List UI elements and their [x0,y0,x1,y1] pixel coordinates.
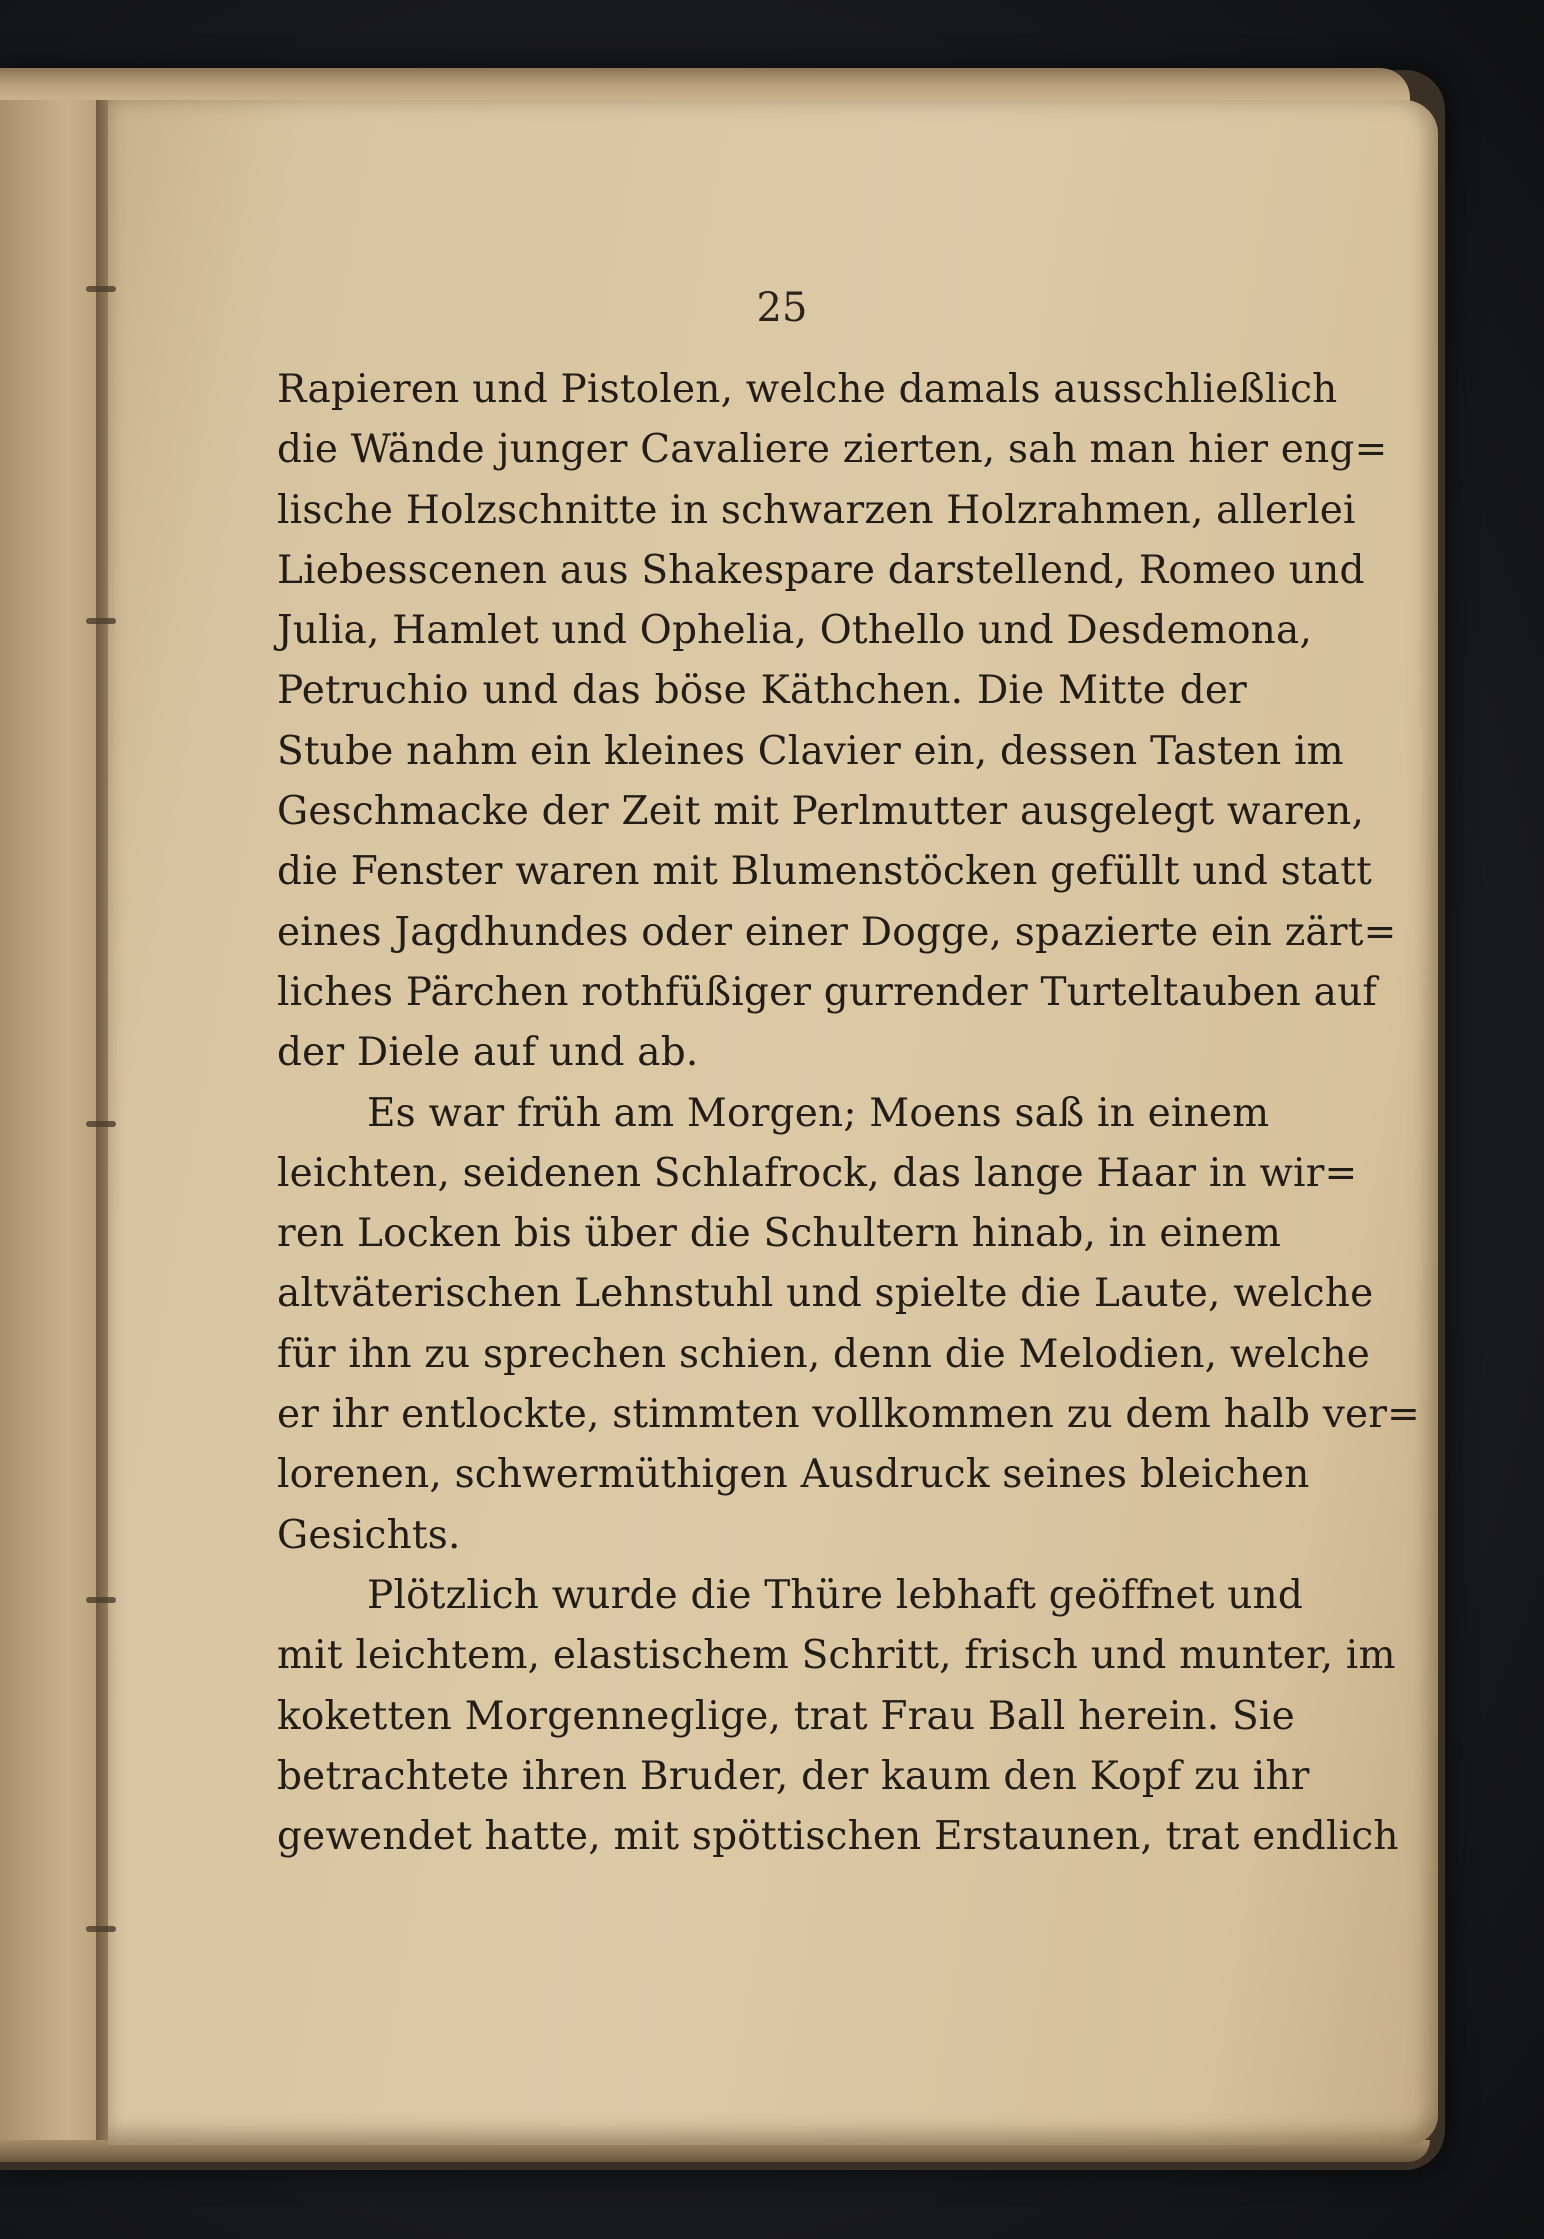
binding-mark [86,1597,116,1603]
text-line: Rapieren und Pistolen, welche damals ausschließlich [277,367,1338,412]
text-line: Liebesscenen aus Shakespare darstellend, Romeo und [277,547,1365,593]
text-line: der Diele auf und ab. [277,1030,699,1076]
binding-mark [86,1926,116,1932]
text-line: eines Jagdhundes oder einer Dogge, spazierte ein zärt= [277,909,1397,955]
text-line: für ihn zu sprechen schien, denn die Melodien, welche [277,1331,1371,1377]
text-line: koketten Morgenneglige, trat Frau Ball herein. Sie [277,1693,1295,1739]
binding-mark [86,618,116,624]
binding-mark [86,1121,116,1127]
page-number: 25 [756,285,808,331]
text-line: mit leichtem, elastischem Schritt, frisch und munter, im [277,1633,1396,1679]
left-page-strip [0,100,110,2140]
text-line: Julia, Hamlet und Ophelia, Othello und Desdemona, [277,608,1313,654]
text-line: Geschmacke der Zeit mit Perlmutter ausgelegt waren, [277,789,1365,835]
text-line: liches Pärchen rothfüßiger gurrender Turteltauben auf [277,969,1378,1015]
text-line: lische Holzschnitte in schwarzen Holzrahmen, allerlei [277,487,1356,533]
text-line: betrachtete ihren Bruder, der kaum den Kopf zu ihr [277,1753,1310,1799]
text-line: Es war früh am Morgen; Moens saß in einem [367,1090,1270,1136]
text-line: gewendet hatte, mit spöttischen Erstaunen, trat endlich [277,1814,1399,1860]
text-line: Plötzlich wurde die Thüre lebhaft geöffnet und [367,1572,1304,1618]
text-line: altväterischen Lehnstuhl und spielte die Laute, welche [277,1271,1374,1317]
text-line: er ihr entlockte, stimmten vollkommen zu dem halb ver= [277,1392,1421,1438]
text-line: lorenen, schwermüthigen Ausdruck seines bleichen [277,1452,1310,1498]
text-line: leichten, seidenen Schlafrock, das lange Haar in wir= [277,1150,1358,1196]
body-text [277,360,1421,1867]
text-line: Stube nahm ein kleines Clavier ein, dessen Tasten im [277,728,1344,774]
text-line: ren Locken bis über die Schultern hinab, in einem [277,1211,1282,1257]
text-line: die Wände junger Cavaliere zierten, sah man hier eng= [277,427,1388,473]
text-line: Petruchio und das böse Käthchen. Die Mitte der [277,668,1247,714]
text-line: Gesichts. [277,1512,461,1558]
text-line: die Fenster waren mit Blumenstöcken gefüllt und statt [277,849,1373,895]
